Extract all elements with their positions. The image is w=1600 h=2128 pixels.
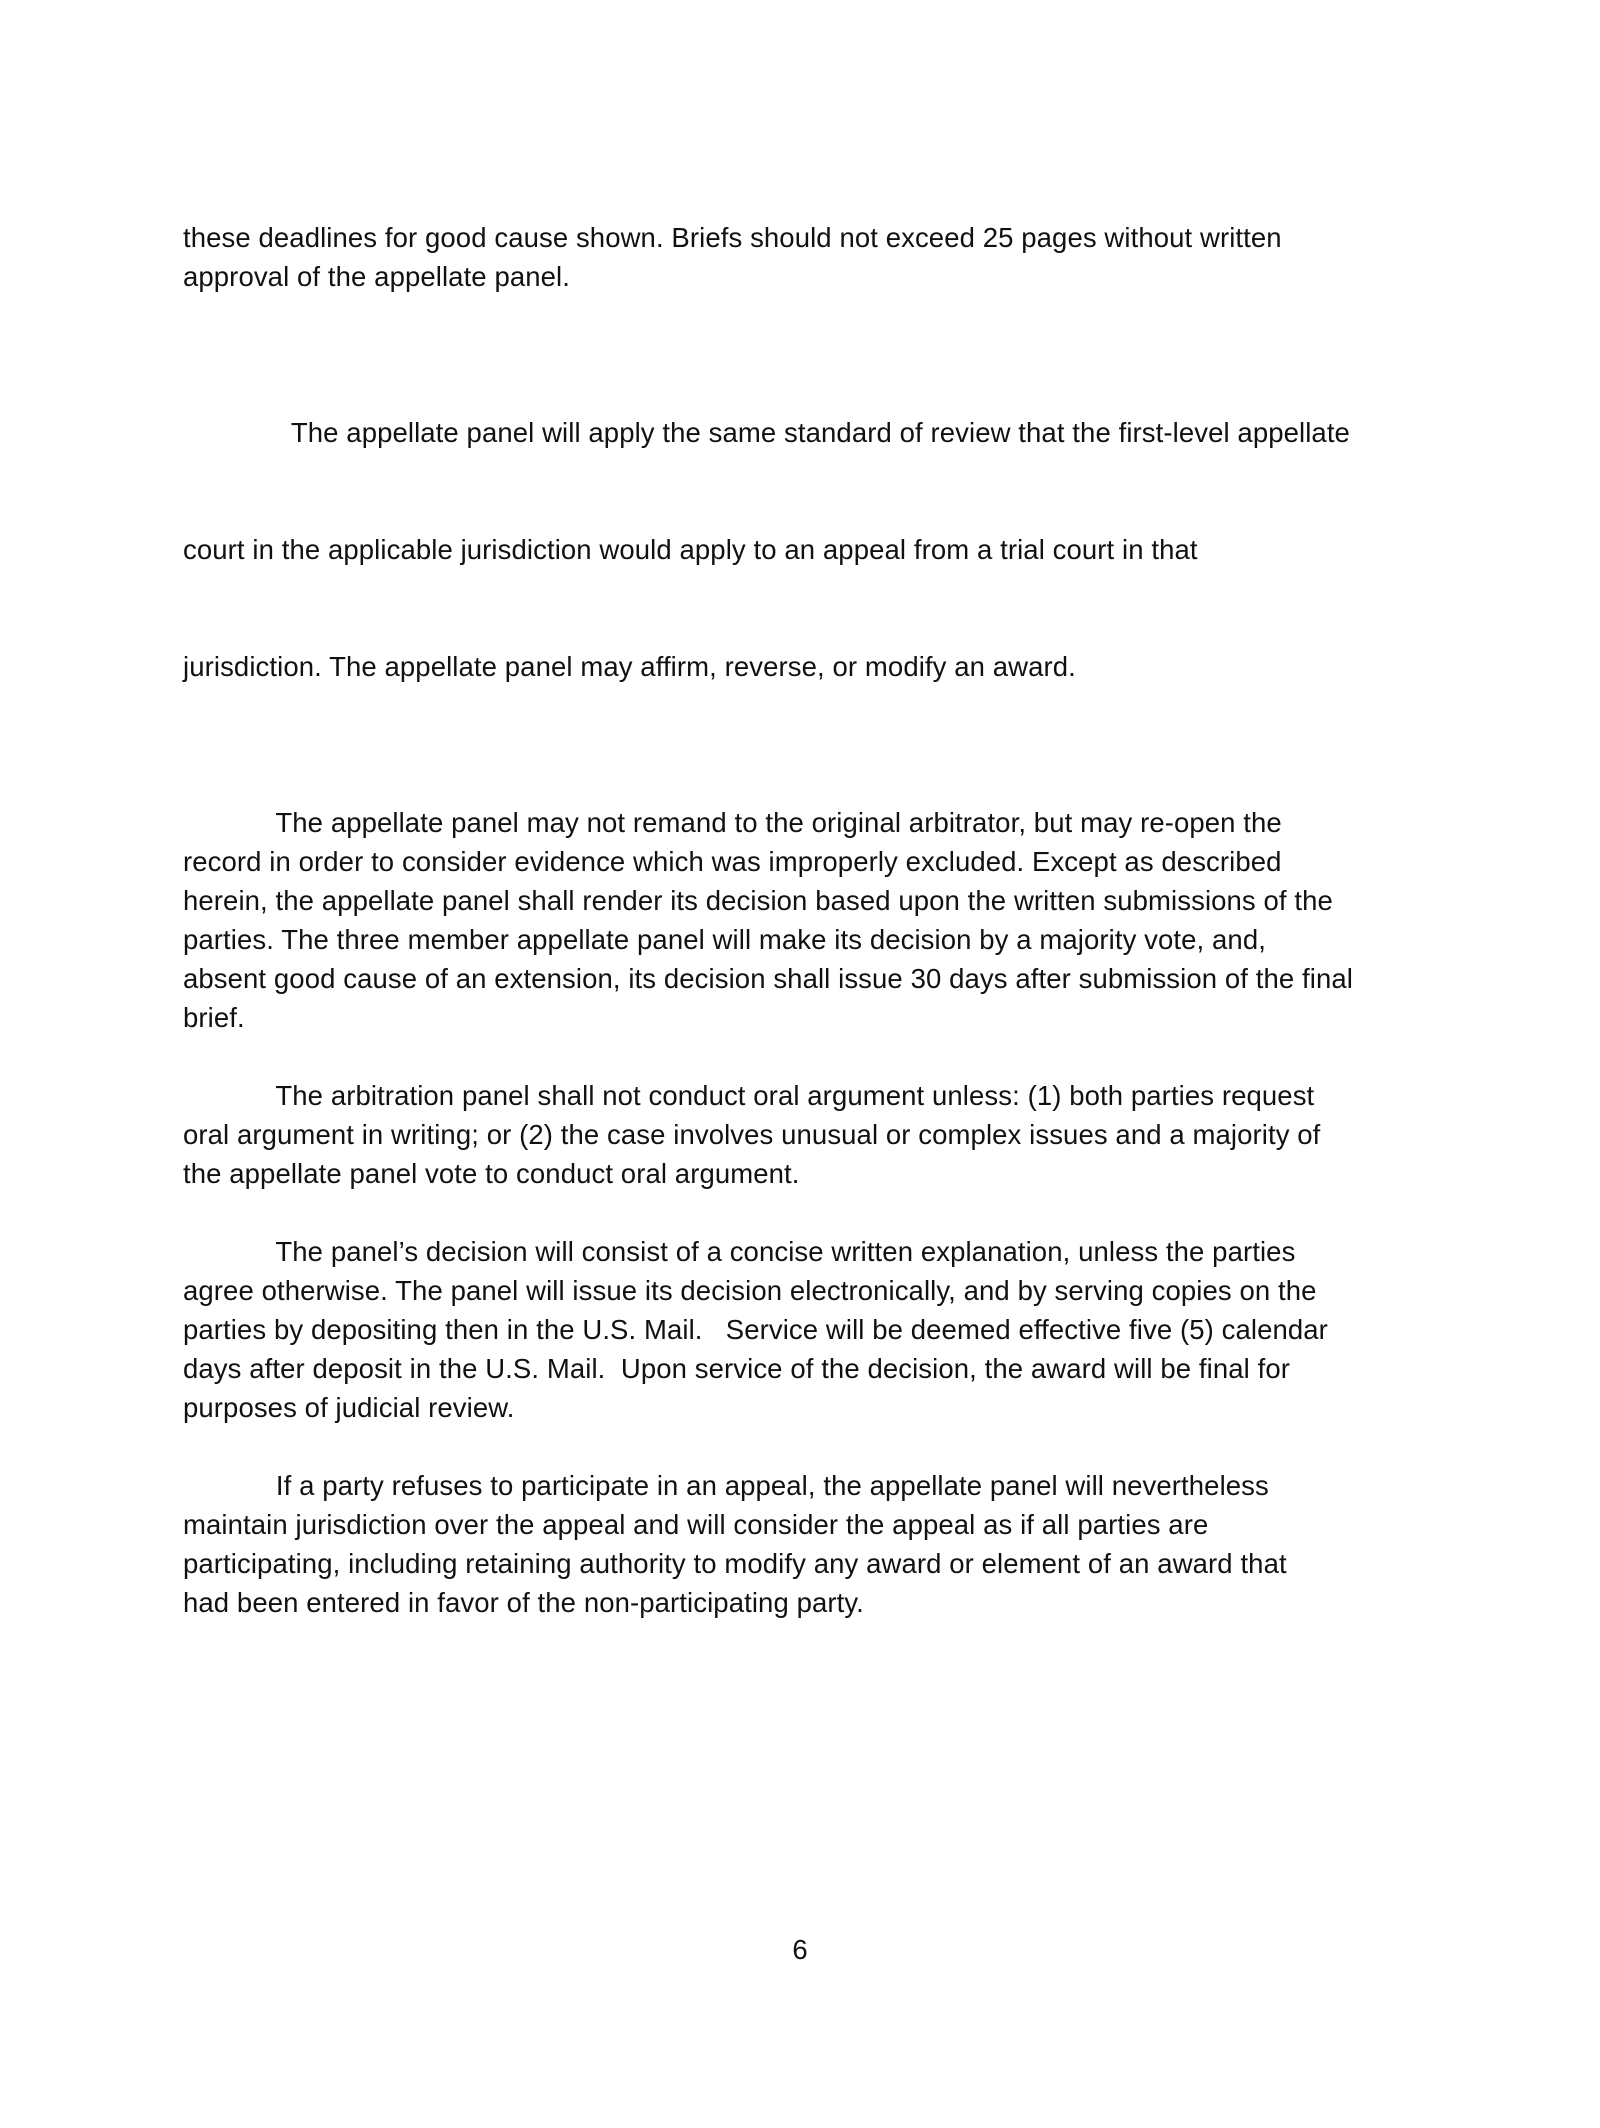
- paragraph-line: the appellate panel vote to conduct oral argument.: [183, 1158, 800, 1189]
- paragraph-line: oral argument in writing; or (2) the case involves unusual or complex issues and a majority of: [183, 1119, 1321, 1150]
- paragraph-line: parties. The three member appellate panel will make its decision by a majority vote, and,: [183, 924, 1266, 955]
- paragraph-remand-and-decision: [183, 803, 1423, 1037]
- paragraph-line: The arbitration panel shall not conduct oral argument unless: (1) both parties request: [183, 1080, 1315, 1111]
- paragraph-line: days after deposit in the U.S. Mail. Upon service of the decision, the award will be final for: [183, 1353, 1290, 1384]
- paragraph-line: maintain jurisdiction over the appeal and will consider the appeal as if all parties are: [183, 1509, 1209, 1540]
- paragraph-line: these deadlines for good cause shown. Briefs should not exceed 25 pages without written: [183, 222, 1282, 253]
- paragraph-line: The appellate panel may not remand to the original arbitrator, but may re-open the: [183, 807, 1282, 838]
- paragraph-briefs-deadlines: [183, 218, 1423, 296]
- paragraph-line: record in order to consider evidence which was improperly excluded. Except as described: [183, 846, 1282, 877]
- paragraph-line: had been entered in favor of the non-participating party.: [183, 1587, 864, 1618]
- paragraph-line: participating, including retaining authority to modify any award or element of an award that: [183, 1548, 1287, 1579]
- paragraph-oral-argument: [183, 1076, 1423, 1193]
- document-body: [183, 218, 1423, 1661]
- paragraph-line: approval of the appellate panel.: [183, 261, 570, 292]
- paragraph-line: brief.: [183, 1002, 245, 1033]
- paragraph-line: agree otherwise. The panel will issue its decision electronically, and by serving copies on the: [183, 1275, 1317, 1306]
- paragraph-panel-decision-service: [183, 1232, 1423, 1427]
- paragraph-line: absent good cause of an extension, its decision shall issue 30 days after submission of the final: [183, 963, 1353, 994]
- page-number: 6: [792, 1934, 808, 1965]
- paragraph-line: parties by depositing then in the U.S. Mail. Service will be deemed effective five (5) calendar: [183, 1314, 1328, 1345]
- paragraph-non-participation: [183, 1466, 1423, 1622]
- paragraph-line: purposes of judicial review.: [183, 1392, 515, 1423]
- paragraph-line: The panel’s decision will consist of a concise written explanation, unless the parties: [183, 1236, 1296, 1267]
- paragraph-line: jurisdiction. The appellate panel may affirm, reverse, or modify an award.: [183, 651, 1076, 682]
- paragraph-line: The appellate panel will apply the same standard of review that the first-level appellate: [183, 417, 1350, 448]
- paragraph-line: If a party refuses to participate in an appeal, the appellate panel will nevertheless: [183, 1470, 1269, 1501]
- paragraph-line: court in the applicable jurisdiction would apply to an appeal from a trial court in that: [183, 534, 1198, 565]
- paragraph-standard-of-review: [183, 335, 1423, 764]
- paragraph-line: herein, the appellate panel shall render its decision based upon the written submissions of the: [183, 885, 1333, 916]
